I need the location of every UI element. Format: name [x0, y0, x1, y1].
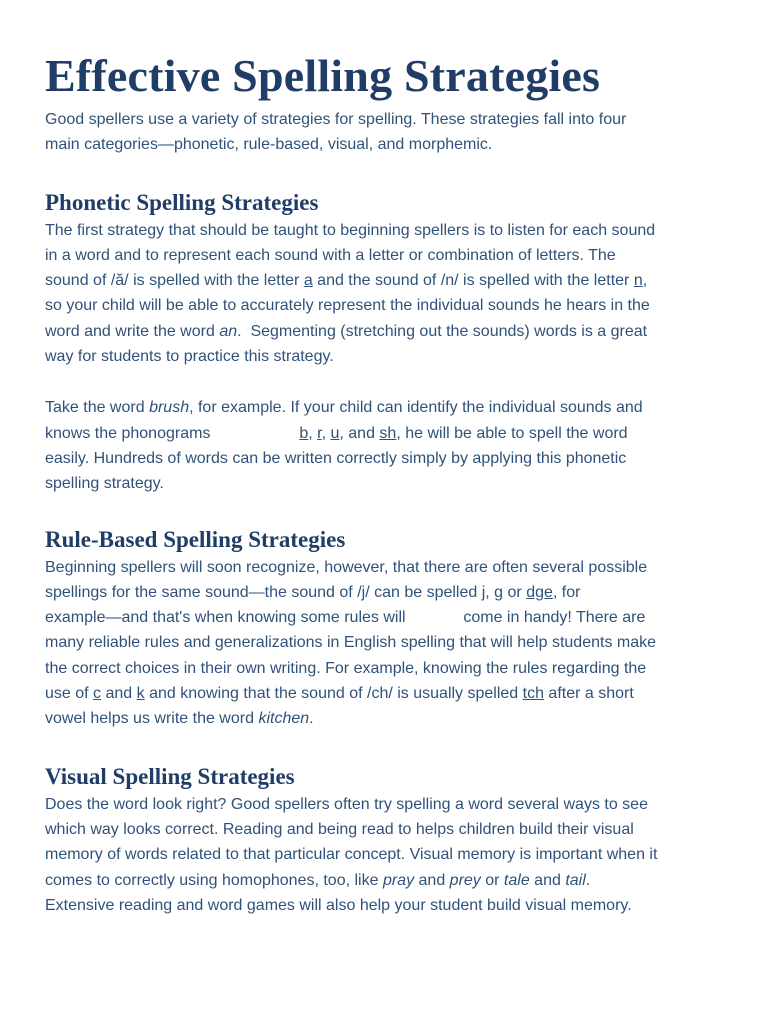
phonogram-r: r [317, 424, 322, 442]
text-line [45, 319, 728, 344]
text-line: in a word and to represent each sound with a letter or combination of letters. The [45, 246, 616, 264]
text-run: after a short [543, 685, 634, 703]
text-line: memory of words related to that particular concept. Visual memory is important when it [45, 846, 658, 864]
example-word-brush: brush [149, 399, 190, 417]
text-line: Extensive reading and word games will also help your student build visual memory. [45, 896, 632, 914]
phonogram-g: g [494, 583, 504, 601]
text-run: or [480, 871, 504, 889]
text-run: , [308, 424, 318, 442]
phonogram-sh: sh [379, 424, 397, 442]
text-run: comes to correctly using homophones, too, like [45, 871, 383, 889]
text-run: and the sound of /n/ is spelled with the letter [312, 272, 634, 290]
phonogram-b: b [299, 424, 309, 442]
page-title: Effective Spelling Strategies [45, 50, 601, 101]
visual-paragraph [45, 792, 728, 918]
text-run: come in handy! There are [463, 609, 646, 627]
example-word-tail: tail [565, 871, 586, 889]
rule-based-paragraph [45, 555, 728, 732]
text-line: easily. Hundreds of words can be written correctly simply by applying this phonetic [45, 449, 627, 467]
text-run: , [485, 583, 495, 601]
text-run: word and write the word [45, 322, 220, 340]
text-run: , for example. If your child can identify the individual sounds and [189, 399, 643, 417]
text-line [45, 268, 728, 293]
text-run: , for [552, 583, 581, 601]
phonogram-n: n [633, 272, 643, 290]
phonetic-paragraph-1 [45, 218, 728, 370]
text-line [45, 421, 728, 446]
text-line: The first strategy that should be taught to beginning spellers is to listen for each sound [45, 221, 656, 239]
example-word-prey: prey [449, 871, 481, 889]
example-word-kitchen: kitchen [258, 710, 310, 728]
example-word-pray: pray [382, 871, 415, 889]
text-run: , [321, 424, 331, 442]
text-run: . [585, 871, 591, 889]
intro-line: Good spellers use a variety of strategies for spelling. These strategies fall into four [45, 111, 627, 128]
text-run: and knowing that the sound of /ch/ is usually spelled [144, 685, 523, 703]
phonogram-tch: tch [522, 685, 544, 703]
text-run: . Segmenting (stretching out the sounds) words is a great [237, 322, 648, 340]
text-run: or [503, 583, 527, 601]
text-run: . [309, 710, 314, 728]
text-run: , [642, 272, 648, 290]
text-line: spelling strategy. [45, 475, 164, 493]
intro-paragraph [45, 107, 728, 158]
phonogram-a: a [303, 272, 313, 290]
example-word-tale: tale [503, 871, 530, 889]
section-heading-phonetic: Phonetic Spelling Strategies [45, 189, 319, 215]
text-run: and [414, 871, 450, 889]
text-run: and [101, 685, 137, 703]
phonogram-j: j [481, 583, 486, 601]
text-run: use of [45, 685, 94, 703]
text-run: and [529, 871, 566, 889]
text-run: sound of /ă/ is spelled with the letter [45, 272, 304, 290]
text-line [45, 681, 728, 706]
phonogram-u: u [330, 424, 340, 442]
text-line [45, 395, 728, 420]
example-word-an: an [219, 322, 238, 340]
text-line: Does the word look right? Good spellers often try spelling a word several ways to see [45, 795, 648, 813]
phonogram-k: k [136, 685, 145, 703]
text-run: , and [339, 424, 380, 442]
text-line: many reliable rules and generalizations in English spelling that will help students make [45, 634, 657, 652]
text-line [45, 868, 728, 893]
text-line: way for students to practice this strategy. [45, 348, 334, 366]
text-run: knows the phonograms [45, 424, 300, 442]
phonogram-c: c [93, 685, 102, 703]
phonogram-dge: dge [526, 583, 553, 601]
section-heading-visual: Visual Spelling Strategies [45, 763, 295, 789]
phonetic-paragraph-2 [45, 395, 728, 496]
intro-line: main categories—phonetic, rule-based, visual, and morphemic. [45, 136, 493, 154]
text-run: spellings for the same sound—the sound of /j/ can be spelled [45, 583, 482, 601]
text-line: so your child will be able to accurately represent the individual sounds he hears in the [45, 297, 650, 315]
text-line: the correct choices in their own writing. For example, knowing the rules regarding the [45, 659, 647, 677]
text-run: , he will be able to spell the word [396, 424, 628, 442]
text-line: which way looks correct. Reading and being read to helps children build their visual [45, 820, 634, 838]
text-run: Take the word [45, 399, 150, 417]
section-heading-rule-based: Rule-Based Spelling Strategies [45, 526, 346, 552]
text-line [45, 706, 728, 731]
text-line: Beginning spellers will soon recognize, however, that there are often several possible [45, 558, 648, 576]
text-run: vowel helps us write the word [45, 710, 259, 728]
text-line [45, 580, 728, 605]
text-run: example—and that's when knowing some rules will [45, 609, 464, 627]
text-line [45, 605, 728, 630]
